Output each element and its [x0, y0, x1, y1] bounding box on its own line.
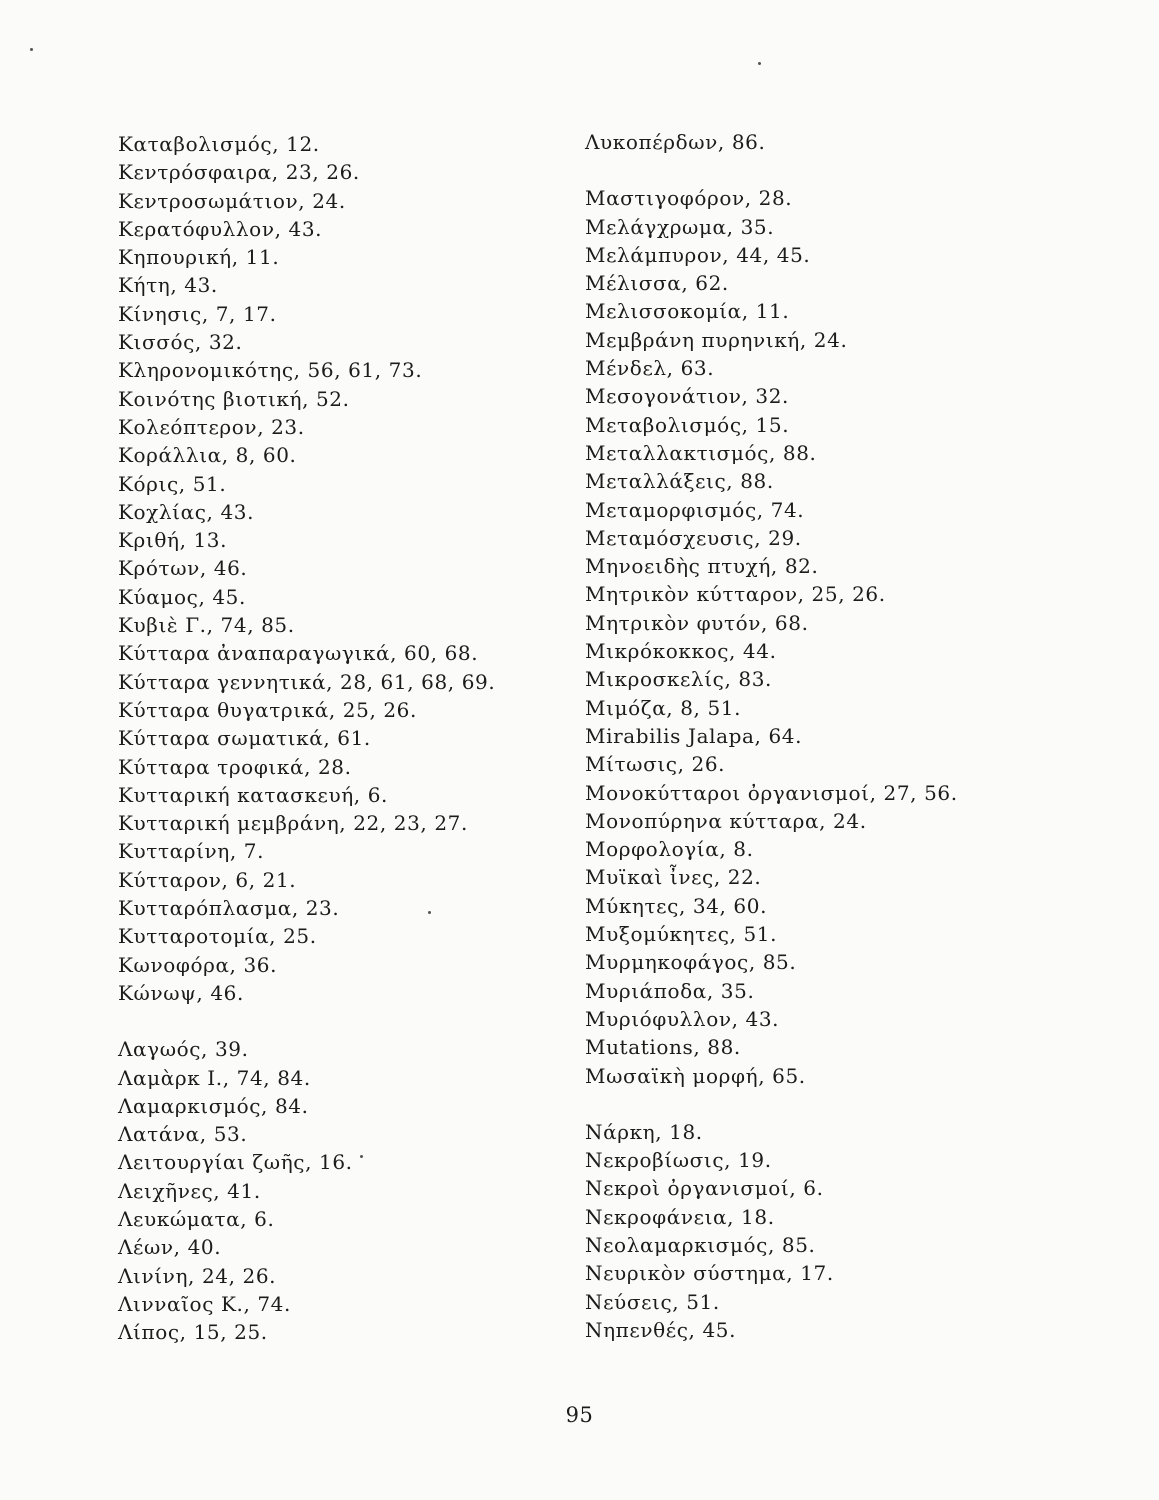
index-entry: Μέλισσα, 62.: [585, 271, 729, 296]
index-entry: Κρότων, 46.: [118, 556, 248, 581]
index-entry: Μελάμπυρον, 44, 45.: [585, 242, 811, 267]
index-group-k: [118, 130, 558, 1007]
index-entry: Κυτταρική μεμβράνη, 22, 23, 27.: [118, 811, 468, 836]
index-entry: Mirabilis Jalapa, 64.: [585, 723, 803, 748]
index-entry: Μαστιγοφόρον, 28.: [585, 186, 793, 211]
right-column: [585, 128, 1005, 1344]
index-entry: Νεολαμαρκισμός, 85.: [585, 1232, 816, 1257]
group-spacer: [585, 1090, 1005, 1118]
index-entry: Νεκροὶ ὀργανισμοί, 6.: [585, 1176, 824, 1201]
index-entry: Μητρικὸν κύτταρον, 25, 26.: [585, 582, 886, 607]
index-entry: Μηνοειδὴς πτυχή, 82.: [585, 554, 819, 579]
index-entry: Νεκροβίωσις, 19.: [585, 1148, 772, 1173]
group-spacer: [585, 156, 1005, 184]
page-number: 95: [565, 1403, 594, 1427]
index-entry: Κυτταροτομία, 25.: [118, 924, 317, 949]
index-entry: Μυριάποδα, 35.: [585, 978, 755, 1003]
index-entry: Λινναῖος Κ., 74.: [118, 1291, 291, 1316]
index-entry: Κυτταρίνη, 7.: [118, 839, 265, 864]
index-entry: Κωνοφόρα, 36.: [118, 952, 278, 977]
index-entry: Μονοκύτταροι ὀργανισμοί, 27, 56.: [585, 780, 958, 805]
index-entry: Κερατόφυλλον, 43.: [118, 216, 323, 241]
index-entry: Λευκώματα, 6.: [118, 1206, 275, 1231]
index-entry: Λινίνη, 24, 26.: [118, 1263, 277, 1288]
index-entry: Μικροσκελίς, 83.: [585, 667, 772, 692]
index-entry: Κεντρόσφαιρα, 23, 26.: [118, 160, 360, 185]
index-entry: Mutations, 88.: [585, 1035, 741, 1060]
index-entry: Κύτταρα σωματικά, 61.: [118, 726, 371, 751]
index-entry: Μυρμηκοφάγος, 85.: [585, 950, 797, 975]
index-entry: Κεντροσωμάτιον, 24.: [118, 188, 346, 213]
index-entry: Μελάγχρωμα, 35.: [585, 214, 775, 239]
index-entry: Λέων, 40.: [118, 1235, 222, 1260]
index-entry: Κόρις, 51.: [118, 471, 227, 496]
scan-speck: [428, 911, 431, 914]
index-entry: Μητρικὸν φυτόν, 68.: [585, 610, 809, 635]
index-entry: Λαγωός, 39.: [118, 1037, 249, 1062]
index-entry: Νεκροφάνεια, 18.: [585, 1204, 775, 1229]
index-entry: Κυτταρική κατασκευή, 6.: [118, 782, 389, 807]
index-entry: Λαμὰρκ Ι., 74, 84.: [118, 1065, 311, 1090]
index-entry: Μύκητες, 34, 60.: [585, 893, 768, 918]
index-group-m: [585, 184, 1005, 1090]
index-entry: Νηπενθές, 45.: [585, 1317, 737, 1342]
index-entry: Κηπουρική, 11.: [118, 245, 280, 270]
index-entry: Μεταλλάξεις, 88.: [585, 469, 774, 494]
index-entry: Κοινότης βιοτική, 52.: [118, 386, 350, 411]
index-entry: Καταβολισμός, 12.: [118, 132, 320, 156]
index-entry: Κίνησις, 7, 17.: [118, 301, 277, 326]
index-entry: Κύτταρον, 6, 21.: [118, 867, 297, 892]
index-group-l: [118, 1035, 558, 1346]
scan-speck: [758, 62, 761, 65]
scan-speck: [360, 1155, 363, 1158]
left-column: [118, 130, 558, 1346]
index-entry: Μένδελ, 63.: [585, 356, 715, 381]
index-entry: Λειχῆνες, 41.: [118, 1178, 261, 1203]
index-entry: Κυτταρόπλασμα, 23.: [118, 896, 340, 921]
index-entry: Νάρκη, 18.: [585, 1119, 703, 1144]
index-entry: Κοράλλια, 8, 60.: [118, 443, 297, 468]
index-entry: Μυξομύκητες, 51.: [585, 922, 778, 947]
index-entry: Κοχλίας, 43.: [118, 499, 255, 524]
index-entry: Κύτταρα γεννητικά, 28, 61, 68, 69.: [118, 669, 496, 694]
index-entry: Μορφολογία, 8.: [585, 837, 754, 862]
index-entry: Μυϊκαὶ ἶνες, 22.: [585, 865, 762, 890]
scan-speck: [30, 48, 33, 51]
index-entry: Μεσογονάτιον, 32.: [585, 384, 790, 409]
index-entry: Μονοπύρηνα κύτταρα, 24.: [585, 808, 867, 833]
index-entry: Μελισσοκομία, 11.: [585, 299, 790, 324]
index-entry: Κύτταρα ἀναπαραγωγικά, 60, 68.: [118, 641, 479, 666]
index-entry: Κληρονομικότης, 56, 61, 73.: [118, 358, 423, 383]
index-entry: Μεμβράνη πυρηνική, 24.: [585, 327, 848, 352]
index-group-l-continued: [585, 128, 1005, 156]
group-spacer: [118, 1007, 558, 1035]
index-entry: Λειτουργίαι ζωῆς, 16.: [118, 1150, 353, 1175]
index-entry: Κύτταρα θυγατρικά, 25, 26.: [118, 697, 417, 722]
index-entry: Μιμόζα, 8, 51.: [585, 695, 742, 720]
index-entry: Λίπος, 15, 25.: [118, 1320, 268, 1345]
index-entry: Κώνωψ, 46.: [118, 980, 244, 1005]
index-group-n: [585, 1118, 1005, 1344]
index-entry: Λυκοπέρδων, 86.: [585, 130, 766, 154]
index-entry: Λατάνα, 53.: [118, 1122, 248, 1147]
index-entry: Κισσός, 32.: [118, 330, 243, 355]
index-entry: Κυβιὲ Γ., 74, 85.: [118, 613, 295, 638]
index-entry: Μεταμορφισμός, 74.: [585, 497, 805, 522]
index-entry: Νεύσεις, 51.: [585, 1289, 720, 1314]
index-entry: Μεταμόσχευσις, 29.: [585, 525, 802, 550]
index-entry: Κήτη, 43.: [118, 273, 218, 298]
index-entry: Νευρικὸν σύστημα, 17.: [585, 1261, 834, 1286]
index-entry: Μικρόκοκκος, 44.: [585, 639, 777, 664]
index-entry: Κύαμος, 45.: [118, 584, 246, 609]
index-entry: Κύτταρα τροφικά, 28.: [118, 754, 352, 779]
index-entry: Κολεόπτερον, 23.: [118, 414, 305, 439]
index-entry: Μεταλλακτισμός, 88.: [585, 440, 817, 465]
index-entry: Μεταβολισμός, 15.: [585, 412, 790, 437]
index-entry: Κριθή, 13.: [118, 528, 228, 553]
index-entry: Μίτωσις, 26.: [585, 752, 726, 777]
index-entry: Μωσαϊκὴ μορφή, 65.: [585, 1063, 806, 1088]
index-entry: Μυριόφυλλον, 43.: [585, 1006, 780, 1031]
index-entry: Λαμαρκισμός, 84.: [118, 1093, 309, 1118]
